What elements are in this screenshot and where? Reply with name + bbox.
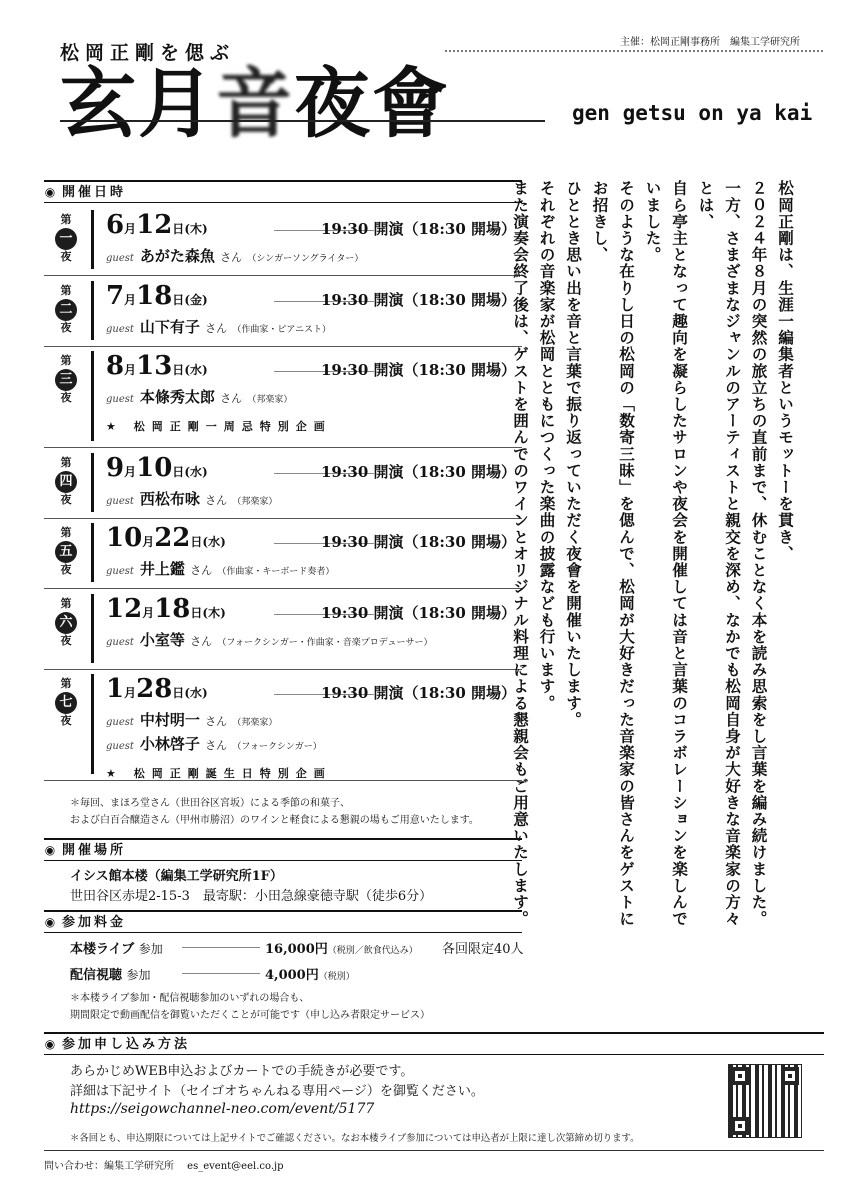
title-part-c: 夜會 xyxy=(294,59,450,148)
night-divider-bar xyxy=(91,453,94,512)
section-schedule-title: 開催日時 xyxy=(62,185,127,200)
fee-note-line: 期間限定で動画配信を御覧いただくことが可能です（申し込み者限定サービス） xyxy=(70,1010,430,1021)
section-bullet-icon: ◉ xyxy=(44,185,56,199)
date-month-unit: 月 xyxy=(142,535,155,549)
guest-line xyxy=(106,316,331,337)
guest-line xyxy=(106,488,277,509)
guest-role: （フォークシンガー） xyxy=(232,742,322,752)
night-suffix: 夜 xyxy=(60,492,72,506)
night-prefix: 第 xyxy=(60,597,72,610)
guest-line xyxy=(106,629,432,650)
night-number-label xyxy=(50,355,82,404)
section-venue-header xyxy=(44,838,522,861)
night-suffix: 夜 xyxy=(60,633,72,647)
date-month: 1 xyxy=(106,674,125,704)
intro-paragraph: 松岡正剛は、生涯一編集者というモットーを貫き、 xyxy=(776,180,795,562)
fee-live-label xyxy=(70,938,163,957)
date-day: 18 xyxy=(154,594,191,624)
night-suffix: 夜 xyxy=(60,390,72,404)
fee-stream-amount: 4,000円 xyxy=(265,968,319,983)
date-day-unit: 日 xyxy=(172,686,185,700)
guest-name: 小林啓子 xyxy=(139,735,200,753)
guest-honorific: さん xyxy=(190,635,213,648)
fee-leader-line xyxy=(182,973,260,974)
intro-paragraph: また演奏会終了後は、ゲストを囲んでのワインとオリジナル料理による懇親会もご用意いたします。 xyxy=(511,180,530,927)
qr-code-icon[interactable] xyxy=(728,1064,802,1138)
night-divider-bar xyxy=(91,523,94,582)
intro-paragraph: ２０２４年８月の突然の旅立ちの直前まで、休むことなく本を読み思索をし言葉を編み続けました。 xyxy=(749,180,769,927)
date-day: 18 xyxy=(136,281,173,311)
date-month: 9 xyxy=(106,453,125,483)
guest-honorific: さん xyxy=(220,392,243,405)
night-number-label xyxy=(50,598,82,647)
night-number-label xyxy=(50,457,82,506)
date-day-unit: 日 xyxy=(172,222,185,236)
fee-live-tax: （税別／飲食代込み） xyxy=(327,946,418,956)
header-dotted-rule xyxy=(445,50,823,52)
fee-leader-line xyxy=(182,947,260,948)
night-number: 四 xyxy=(55,471,77,493)
title-part-a: 玄月 xyxy=(60,59,216,148)
date-day-unit: 日 xyxy=(172,293,185,307)
date-month-unit: 月 xyxy=(124,686,137,700)
date-weekday: (木) xyxy=(184,222,208,236)
howto-line-1: あらかじめWEB申込およびカートでの手続きが必要です。 xyxy=(70,1064,414,1079)
date-weekday: (水) xyxy=(184,363,208,377)
fee-stream-price xyxy=(265,964,355,983)
date-month: 10 xyxy=(106,523,143,553)
guest-name: 中村明一 xyxy=(139,711,200,729)
date-month: 6 xyxy=(106,210,125,240)
night-time: 19:30 開演（18:30 開場） xyxy=(320,604,516,622)
date-month-unit: 月 xyxy=(124,465,137,479)
night-prefix: 第 xyxy=(60,213,72,226)
guest-tag: guest xyxy=(106,394,134,405)
date-weekday: (水) xyxy=(202,535,226,549)
guest-name: 本條秀太郎 xyxy=(139,388,215,406)
guest-role: （邦楽家） xyxy=(232,718,278,728)
contact-info: 問い合わせ：編集工学研究所 es_event@eel.co.jp xyxy=(44,1161,284,1172)
section-howto-header xyxy=(44,1032,824,1055)
guest-tag: guest xyxy=(106,717,134,728)
guest-tag: guest xyxy=(106,637,134,648)
date-month: 12 xyxy=(106,594,143,624)
night-number: 六 xyxy=(55,612,77,634)
organizer-text: 主催：松岡正剛事務所 編集工学研究所 xyxy=(620,37,800,48)
guest-line xyxy=(106,558,334,579)
night-number-label xyxy=(50,678,82,727)
night-suffix: 夜 xyxy=(60,249,72,263)
night-number: 七 xyxy=(55,692,77,714)
howto-note: ＊各回とも、申込期限については上記サイトでご確認ください。なお本楼ライブ参加については申込者が上限に達し次第締め切ります。 xyxy=(70,1133,640,1144)
night-number-label xyxy=(50,214,82,263)
night-number: 五 xyxy=(55,541,77,563)
guest-name: 井上鑑 xyxy=(139,560,185,578)
fee-live-limit: 各回限定40人 xyxy=(442,942,524,957)
intro-vertical-text xyxy=(507,180,799,940)
night-time: 19:30 開演（18:30 開場） xyxy=(320,463,516,481)
date-day: 22 xyxy=(154,523,191,553)
night-date xyxy=(106,594,226,624)
night-block xyxy=(44,206,522,276)
night-block xyxy=(44,519,522,589)
night-number: 二 xyxy=(55,299,77,321)
date-day: 12 xyxy=(136,210,173,240)
guest-role: （邦楽家） xyxy=(232,497,278,507)
night-divider-bar xyxy=(91,674,94,774)
intro-paragraph: 一方、さまざまなジャンルのアーティストと親交を深め、なかでも松岡自身が大好きな音楽家の方々とは、 xyxy=(696,180,742,927)
qr-finder-icon xyxy=(781,1067,799,1085)
qr-finder-icon xyxy=(731,1117,749,1135)
fee-live-name: 本楼ライブ xyxy=(70,942,135,957)
fee-note-line: ＊本楼ライブ参加・配信視聴参加のいずれの場合も、 xyxy=(70,993,310,1004)
title-romaji: gen getsu on ya kai xyxy=(572,101,813,125)
guest-role: （邦楽家） xyxy=(247,395,293,405)
guest-honorific: さん xyxy=(205,494,228,507)
night-number-label xyxy=(50,285,82,334)
section-venue-title: 開催場所 xyxy=(62,843,127,858)
guest-honorific: さん xyxy=(220,251,243,264)
night-time: 19:30 開演（18:30 開場） xyxy=(320,220,516,238)
venue-name: イシス館本楼（編集工学研究所1F） xyxy=(70,869,283,884)
fee-stream-sub: 参加 xyxy=(126,968,151,982)
section-fee-title: 参加料金 xyxy=(62,915,127,930)
section-fee-header xyxy=(44,910,522,933)
date-month-unit: 月 xyxy=(124,222,137,236)
guest-line xyxy=(106,386,292,407)
guest-tag: guest xyxy=(106,324,134,335)
special-event-note: ★ 松岡正剛誕生日特別企画 xyxy=(106,767,332,780)
night-time: 19:30 開演（18:30 開場） xyxy=(320,533,516,551)
guest-tag: guest xyxy=(106,496,134,507)
night-block xyxy=(44,347,522,448)
guest-role: （フォークシンガー・作曲家・音楽プロデューサー） xyxy=(217,638,433,648)
venue-address: 世田谷区赤堤2-15-3 最寄駅：小田急線豪徳寺駅（徒歩6分） xyxy=(70,889,433,904)
night-prefix: 第 xyxy=(60,677,72,690)
night-number: 一 xyxy=(55,228,77,250)
date-day-unit: 日 xyxy=(172,465,185,479)
section-bullet-icon: ◉ xyxy=(44,915,56,929)
section-bullet-icon: ◉ xyxy=(44,1037,56,1051)
night-date xyxy=(106,210,208,240)
fee-live-price xyxy=(265,938,418,957)
guest-line xyxy=(106,709,277,730)
fee-live-sub: 参加 xyxy=(138,942,163,956)
night-divider-bar xyxy=(91,594,94,663)
night-block xyxy=(44,449,522,519)
night-date xyxy=(106,453,208,483)
date-month-unit: 月 xyxy=(142,606,155,620)
night-prefix: 第 xyxy=(60,284,72,297)
date-weekday: (金) xyxy=(184,293,208,307)
date-weekday: (木) xyxy=(202,606,226,620)
night-prefix: 第 xyxy=(60,526,72,539)
night-divider-bar xyxy=(91,281,94,340)
night-date xyxy=(106,674,208,704)
guest-line xyxy=(106,245,363,266)
event-url-link[interactable]: https://seigowchannel-neo.com/event/5177 xyxy=(70,1101,375,1117)
night-date xyxy=(106,523,226,553)
date-day: 13 xyxy=(136,351,173,381)
night-number: 三 xyxy=(55,369,77,391)
event-title xyxy=(60,59,450,148)
guest-name: 山下有子 xyxy=(139,318,200,336)
guest-honorific: さん xyxy=(205,739,228,752)
guest-honorific: さん xyxy=(205,715,228,728)
night-block xyxy=(44,277,522,347)
fee-live-amount: 16,000円 xyxy=(265,942,328,957)
title-part-b: 音 xyxy=(216,59,294,148)
fee-stream-tax: （税別） xyxy=(318,972,355,982)
date-day: 28 xyxy=(136,674,173,704)
schedule-note-line: ＊毎回、まほろ堂さん（世田谷区宮坂）による季節の和菓子、 xyxy=(70,798,350,809)
date-day-unit: 日 xyxy=(190,606,203,620)
event-subtitle: 松岡正剛を偲ぶ xyxy=(60,42,236,64)
schedule-note xyxy=(70,795,479,829)
section-schedule-header xyxy=(44,180,522,203)
night-number-label xyxy=(50,527,82,576)
date-day: 10 xyxy=(136,453,173,483)
date-day-unit: 日 xyxy=(190,535,203,549)
guest-role: （シンガーソングライター） xyxy=(247,254,364,264)
night-suffix: 夜 xyxy=(60,713,72,727)
date-weekday: (水) xyxy=(184,686,208,700)
date-month-unit: 月 xyxy=(124,293,137,307)
date-month: 7 xyxy=(106,281,125,311)
qr-finder-icon xyxy=(731,1067,749,1085)
schedule-note-line: および白百合醸造さん（甲州市勝沼）のワインと軽食による懇親の場もご用意いたします。 xyxy=(70,815,479,826)
section-bullet-icon: ◉ xyxy=(44,843,56,857)
night-divider-bar xyxy=(91,351,94,441)
guest-name: あがた森魚 xyxy=(139,247,215,265)
intro-paragraph: それぞれの音楽家が松岡とともにつくった楽曲の披露なども行います。 xyxy=(537,180,557,712)
date-weekday: (水) xyxy=(184,465,208,479)
fee-stream-label xyxy=(70,964,151,983)
fee-stream-name: 配信視聴 xyxy=(70,968,123,983)
fee-note xyxy=(70,990,430,1024)
intro-paragraph: ひととき思い出を音と言葉で振り返っていただく夜會を開催いたします。 xyxy=(564,180,583,728)
guest-tag: guest xyxy=(106,741,134,752)
night-divider-bar xyxy=(91,210,94,269)
guest-honorific: さん xyxy=(190,564,213,577)
night-time: 19:30 開演（18:30 開場） xyxy=(320,361,516,379)
night-block xyxy=(44,670,522,781)
night-date xyxy=(106,351,208,381)
guest-name: 小室等 xyxy=(139,631,185,649)
night-time: 19:30 開演（18:30 開場） xyxy=(320,291,516,309)
guest-role: （作曲家・キーボード奏者） xyxy=(217,567,335,577)
title-strike-line xyxy=(60,120,545,122)
date-month: 8 xyxy=(106,351,125,381)
howto-line-2: 詳細は下記サイト（セイゴオちゃんねる専用ページ）を御覧ください。 xyxy=(70,1084,484,1099)
guest-tag: guest xyxy=(106,566,134,577)
night-prefix: 第 xyxy=(60,354,72,367)
night-suffix: 夜 xyxy=(60,562,72,576)
guest-honorific: さん xyxy=(205,322,228,335)
night-suffix: 夜 xyxy=(60,320,72,334)
date-day-unit: 日 xyxy=(172,363,185,377)
night-block xyxy=(44,590,522,670)
night-date xyxy=(106,281,208,311)
night-prefix: 第 xyxy=(60,456,72,469)
guest-name: 西松布咏 xyxy=(139,490,200,508)
footer-rule xyxy=(44,1150,824,1151)
special-event-note: ★ 松岡正剛一周忌特別企画 xyxy=(106,420,332,433)
guest-role: （作曲家・ピアニスト） xyxy=(232,325,331,335)
intro-paragraph: そのような在りし日の松岡の「数寄三昧」を偲んで、松岡が大好きだった音楽家の皆さんをゲストにお招きし、 xyxy=(590,180,636,927)
night-time: 19:30 開演（18:30 開場） xyxy=(320,684,516,702)
intro-paragraph: 自ら亭主となって趣向を凝らしたサロンや夜会を開催しては音と言葉のコラボレーションを楽しんでいました。 xyxy=(643,180,689,927)
guest-tag: guest xyxy=(106,253,134,264)
guest-line xyxy=(106,733,322,754)
section-howto-title: 参加申し込み方法 xyxy=(62,1037,191,1052)
date-month-unit: 月 xyxy=(124,363,137,377)
